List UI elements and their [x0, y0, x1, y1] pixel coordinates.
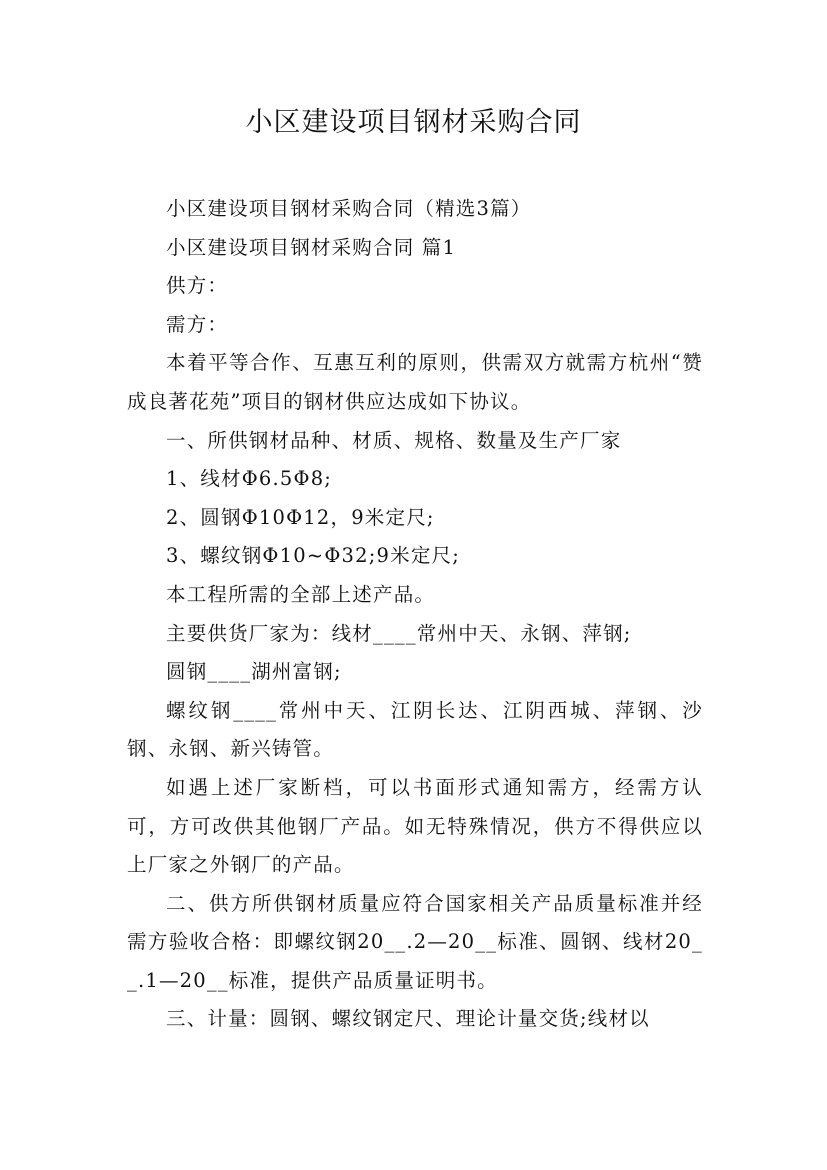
scope-paragraph: 本工程所需的全部上述产品。: [166, 582, 436, 606]
document-title: 小区建设项目钢材采购合同: [245, 107, 582, 138]
clause-one-heading: 一、所供钢材品种、材质、规格、数量及生产厂家: [166, 428, 622, 452]
subtitle-paragraph: 小区建设项目钢材采购合同（精选3篇）: [166, 197, 532, 220]
supplier-paragraph: 供方：: [166, 274, 229, 298]
item-round-steel: 2、圆钢Φ10Φ12，9米定尺;: [166, 505, 435, 529]
rebar-manufacturers: 螺纹钢____常州中天、江阴长达、江阴西城、萍钢、沙钢、永钢、新兴铸管。: [127, 698, 703, 761]
item-wire-rod: 1、线材Φ6.5Φ8;: [166, 467, 333, 491]
clause-two-paragraph: 二、供方所供钢材质量应符合国家相关产品质量标准并经需方验收合格：即螺纹钢20__.2—20__标准、圆钢、线材20__.1—20__标准，提供产品质量证明书。: [127, 891, 703, 992]
item-rebar: 3、螺纹钢Φ10~Φ32;9米定尺;: [166, 544, 460, 568]
buyer-paragraph: 需方：: [166, 312, 229, 336]
clause-three-paragraph: 三、计量：圆钢、螺纹钢定尺、理论计量交货;线材以: [166, 1007, 650, 1031]
section-heading-paragraph: 小区建设项目钢材采购合同 篇1: [166, 235, 457, 259]
substitution-paragraph: 如遇上述厂家断档，可以书面形式通知需方，经需方认可，方可改供其他钢厂产品。如无特殊情况，供方不得供应以上厂家之外钢厂的产品。: [127, 775, 703, 877]
preamble-paragraph: 本着平等合作、互惠互利的原则，供需双方就需方杭州“赞成良著花苑”项目的钢材供应达成如下协议。: [127, 351, 703, 413]
document-body: [127, 190, 703, 1039]
manufacturers-paragraph: 主要供货厂家为：线材____常州中天、永钢、萍钢;: [166, 621, 632, 645]
round-steel-manufacturer: 圆钢____湖州富钢;: [166, 660, 342, 684]
